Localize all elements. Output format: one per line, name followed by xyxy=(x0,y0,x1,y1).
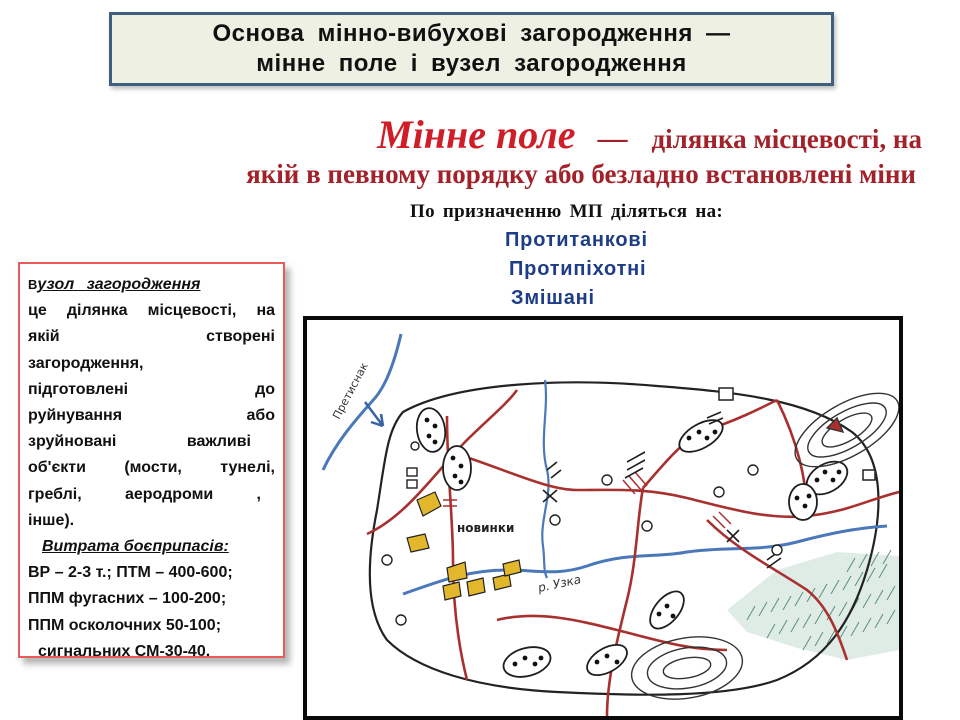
definition-term: Мінне поле xyxy=(377,112,576,157)
panel-body-line: інше). xyxy=(28,511,75,529)
river-uzka-label: р. Узка xyxy=(536,572,583,595)
panel-heading-text: узол загородження xyxy=(37,276,201,293)
village-fields xyxy=(407,492,521,600)
purpose-heading: По призначенню МП діляться на: xyxy=(410,201,724,222)
consumption-line: ВР – 2-3 т.; ПТМ – 400-600; xyxy=(28,564,233,582)
panel-body-line: підготовлені до xyxy=(28,380,275,398)
slide-title-box xyxy=(109,12,834,86)
panel-heading xyxy=(28,272,275,298)
panel-body-line: загородження, xyxy=(28,354,144,372)
consumption-line: ППМ фугасних – 100-200; xyxy=(28,590,227,608)
minefield-definition xyxy=(40,112,930,190)
consumption-line: ППМ осколочних 50-100; xyxy=(28,616,222,634)
slide-title-line-2: мінне поле і вузел загородження xyxy=(256,50,687,77)
panel-body xyxy=(28,298,275,534)
consumption-line: сигнальних СМ-30-40. xyxy=(38,642,211,660)
slide-title-line-1: Основа мінно-вибухові загородження — xyxy=(212,20,731,47)
village-label: новинки xyxy=(457,521,515,535)
barrier-node-panel xyxy=(18,262,285,658)
forest-area xyxy=(727,550,899,660)
definition-text-line-1: ділянка місцевості, на xyxy=(651,124,922,154)
creek xyxy=(542,380,548,578)
panel-body-line: руйнування або xyxy=(28,407,275,425)
barrier-node-map xyxy=(303,316,903,720)
definition-dash: — xyxy=(597,122,628,155)
panel-body-line: греблі, аеродроми , xyxy=(28,485,261,503)
checkpoint-boxes xyxy=(719,388,875,480)
type-mixed: Змішані xyxy=(511,287,595,309)
map-drawing xyxy=(307,320,899,716)
definition-text-line-2: якій в певному порядку або безладно встановлені міни xyxy=(246,159,916,189)
type-antipersonnel: Протипіхотні xyxy=(509,258,647,280)
panel-body-line: зруйновані важливі xyxy=(28,433,251,451)
type-antitank: Протитанкові xyxy=(505,229,648,251)
river-pretysnak-label: Претиснак xyxy=(330,360,371,422)
panel-body-line: об'єкти (мости, тунелі, xyxy=(28,459,275,477)
panel-body-line: це ділянка місцевості, на xyxy=(28,302,275,320)
panel-heading-prefix: В xyxy=(28,277,38,292)
river-arrow xyxy=(365,402,383,426)
river-pretysnak xyxy=(323,334,401,470)
consumption-heading: Витрата боєприпасів: xyxy=(42,538,229,556)
small-mine-group xyxy=(407,442,419,488)
panel-body-line: якій створені xyxy=(28,328,275,346)
